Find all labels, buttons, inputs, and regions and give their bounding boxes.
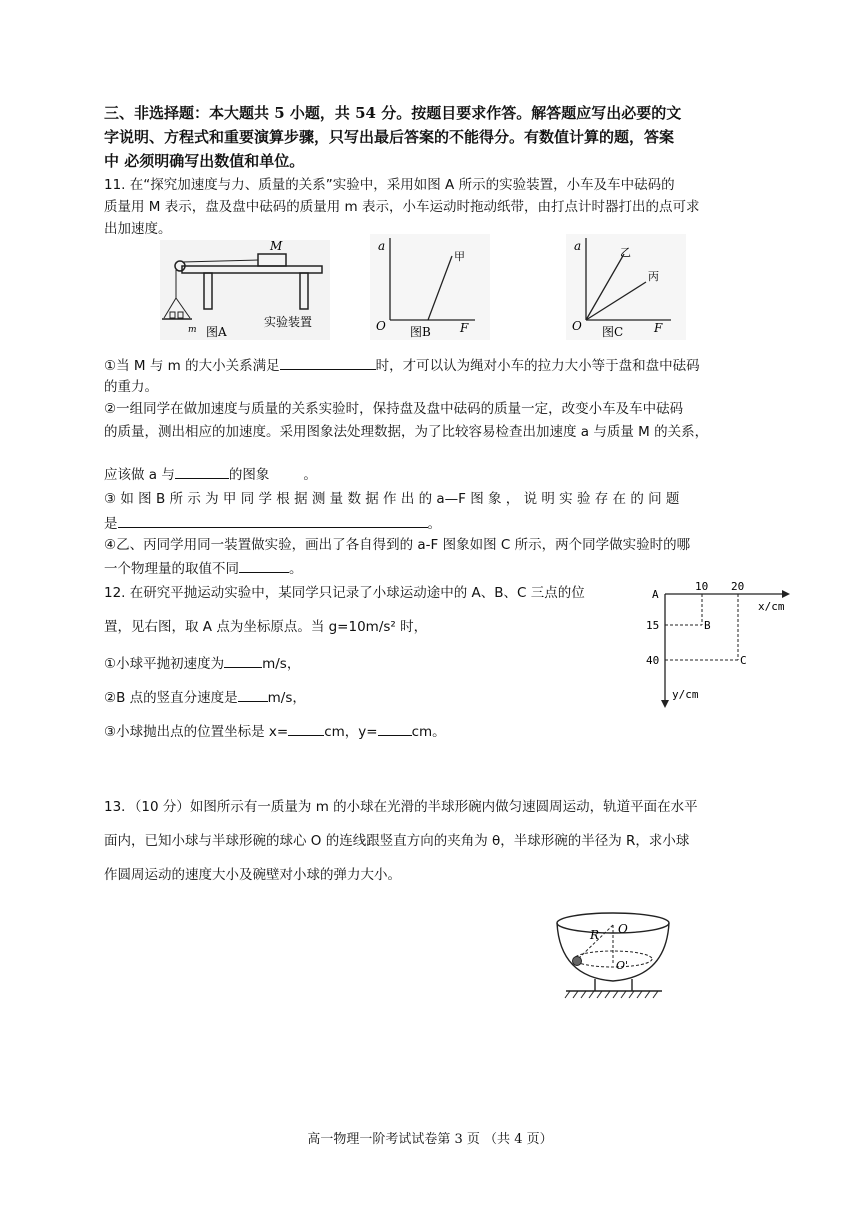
fig-c-y-label: a	[574, 239, 582, 253]
fig-b-x-label: F	[460, 321, 469, 335]
q11-answer-blank-2[interactable]	[175, 464, 229, 479]
fig-a-cart-label: M	[270, 240, 283, 253]
fig-a-pan-label: m	[188, 325, 197, 335]
q13-line3: 作圆周运动的速度大小及碗壁对小球的弹力大小。	[104, 867, 401, 883]
fig-b-y-label: a	[378, 239, 386, 253]
q11-answer-blank-4[interactable]	[239, 558, 289, 573]
q12-y-unit: y/cm	[672, 688, 699, 701]
q11-intro-line2: 质量用 M 表示，盘及盘中砝码的质量用 m 表示，小车运动时拖动纸带，由打点计时器打出的点可求	[104, 199, 700, 215]
q11-part2-line3: 应该做 a 与 的图象 。	[104, 464, 317, 484]
q12-point-b: B	[704, 619, 711, 632]
q12-line2: 置，见右图，取 A 点为坐标原点。当 g=10m/s² 时，	[104, 619, 428, 635]
q12-x-tick-10: 10	[695, 580, 709, 593]
q13-orbit-center-label: O'	[616, 959, 629, 972]
q13-center-label: O	[618, 922, 628, 936]
fig-c-line2-label: 丙	[648, 270, 659, 283]
section-header-line3: 中 必须明确写出数值和单位。	[104, 152, 305, 170]
q12-part1: ①小球平抛初速度为 m/s，	[104, 653, 300, 673]
q11-part2-line1: ②一组同学在做加速度与质量的关系实验时，保持盘及盘中砝码的质量一定，改变小车及车中砝码	[104, 401, 684, 417]
q12-point-a: A	[652, 588, 659, 601]
section-header-line2: 字说明、方程式和重要演算步骤，只写出最后答案的不能得分。有数值计算的题，答案	[104, 128, 675, 146]
figure-b-graph	[370, 234, 490, 340]
q12-y-tick-15: 15	[646, 619, 660, 632]
q11-part4-line1: ④乙、丙同学用同一装置做实验，画出了各自得到的 a-F 图象如图 C 所示，两个同学做实验时的哪	[104, 537, 691, 553]
q11-intro-line1: 11. 在“探究加速度与力、质量的关系”实验中，采用如图 A 所示的实验装置，小车及车中砝码的	[104, 177, 675, 193]
q12-x-tick-20: 20	[731, 580, 745, 593]
figure-c-graph	[566, 234, 686, 340]
q12-part3: ③小球抛出点的位置坐标是 x= cm，y= cm。	[104, 721, 446, 741]
q12-part2: ②B 点的竖直分速度是 m/s，	[104, 687, 306, 707]
fig-c-x-label: F	[654, 321, 663, 335]
page-footer: 高一物理一阶考试试卷第 3 页 （共 4 页）	[307, 1132, 553, 1147]
q13-line1: 13．（10 分）如图所示有一质量为 m 的小球在光滑的半球形碗内做匀速圆周运动，轨道平面在水平	[104, 799, 698, 815]
fig-b-origin: O	[376, 319, 386, 333]
q11-part4-line2: 一个物理量的取值不同 。	[104, 558, 303, 578]
q12-trajectory-figure	[640, 580, 800, 712]
fig-c-caption: 图C	[602, 325, 624, 339]
figure-a-apparatus	[160, 240, 330, 340]
fig-a-caption: 图A	[206, 325, 227, 339]
q11-answer-blank-1[interactable]	[280, 355, 376, 370]
q12-y-tick-40: 40	[646, 654, 660, 667]
q11-intro-line3: 出加速度。	[104, 221, 172, 237]
q11-part1-line1: ①当 M 与 m 的大小关系满足 时，才可以认为绳对小车的拉力大小等于盘和盘中砝码	[104, 355, 700, 375]
q13-line2: 面内，已知小球与半球形碗的球心 O 的连线跟竖直方向的夹角为 θ，半球形碗的半径为 R，求小球	[104, 833, 690, 849]
q13-bowl-figure	[550, 905, 680, 1005]
q11-part1-line2: 的重力。	[104, 379, 158, 395]
fig-b-line-label: 甲	[454, 250, 465, 263]
fig-c-line1-label: 乙	[620, 246, 631, 259]
q12-line1: 12. 在研究平抛运动实验中，某同学只记录了小球运动途中的 A、B、C 三点的位	[104, 585, 585, 601]
q12-answer-blank-2[interactable]	[238, 687, 268, 702]
section-header-line1: 三、非选择题：本大题共 5 小题，共 54 分。按题目要求作答。解答题应写出必要的文	[104, 104, 682, 122]
q11-answer-blank-3[interactable]	[118, 513, 428, 528]
q11-part2-line2: 的质量，测出相应的加速度。采用图象法处理数据，为了比较容易检查出加速度 a 与质量 M 的关系，	[104, 424, 709, 440]
q12-point-c: C	[740, 654, 747, 667]
q12-answer-blank-4[interactable]	[378, 721, 412, 736]
fig-c-origin: O	[572, 319, 582, 333]
q12-x-unit: x/cm	[758, 600, 785, 613]
q13-radius-label: R	[590, 928, 600, 942]
q12-answer-blank-1[interactable]	[224, 653, 262, 668]
fig-a-device-label: 实验装置	[264, 315, 313, 329]
q12-answer-blank-3[interactable]	[288, 721, 324, 736]
fig-b-caption: 图B	[410, 325, 431, 339]
q11-part3-line1: ③ 如 图 B 所 示 为 甲 同 学 根 据 测 量 数 据 作 出 的 a—F 图 象 ， 说 明 实 验 存 在 的 问 题	[104, 491, 680, 507]
q11-part3-line2: 是 。	[104, 513, 441, 533]
